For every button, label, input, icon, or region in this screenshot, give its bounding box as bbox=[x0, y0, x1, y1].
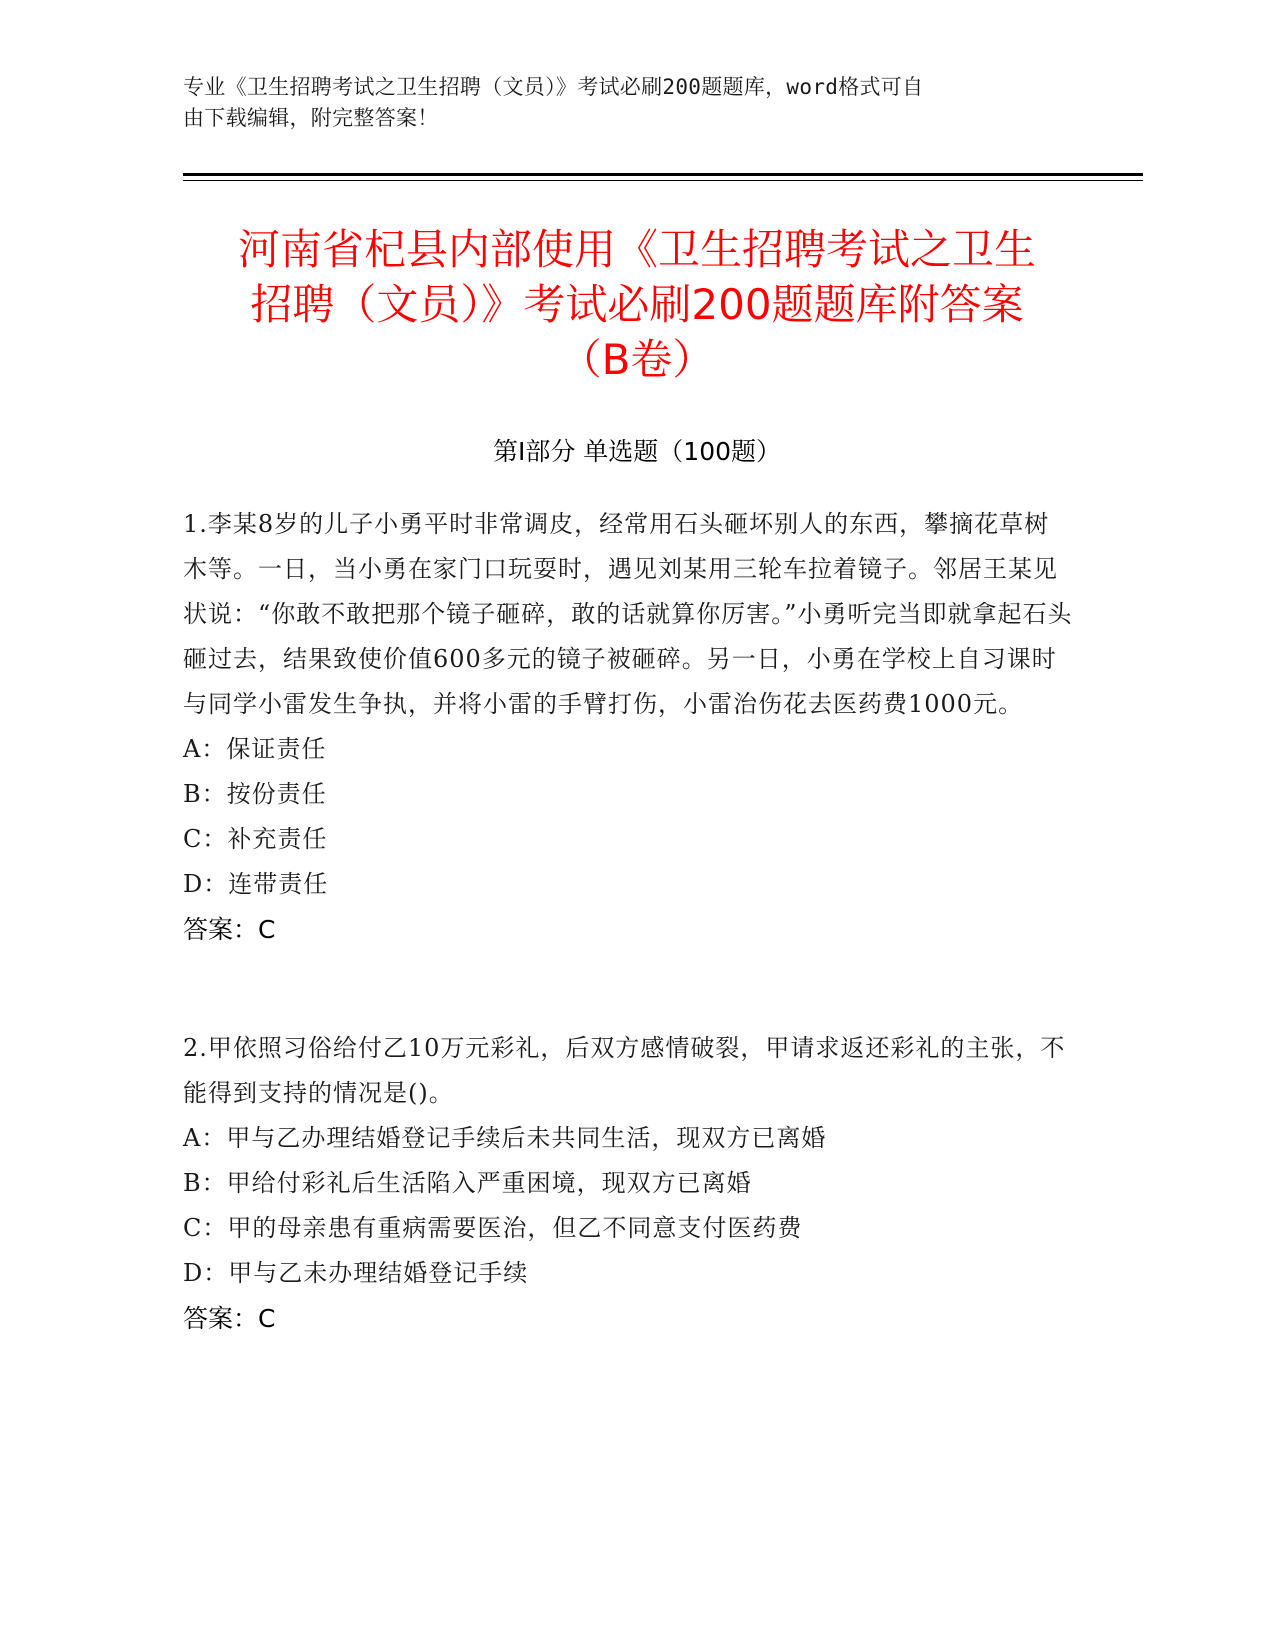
question-2-option-b: B：甲给付彩礼后生活陷入严重困境，现双方已离婚 bbox=[183, 1169, 752, 1197]
question-2-answer: 答案：C bbox=[183, 1304, 276, 1333]
question-2-option-c: C：甲的母亲患有重病需要医治，但乙不同意支付医药费 bbox=[183, 1214, 803, 1242]
header-rule-thick bbox=[183, 173, 1143, 176]
question-1 bbox=[183, 502, 1073, 952]
question-2-stem: 2.甲依照习俗给付乙10万元彩礼，后双方感情破裂，甲请求返还彩礼的主张，不能得到支持的情况是()。 bbox=[183, 1034, 1066, 1107]
question-1-answer: 答案：C bbox=[183, 915, 276, 944]
question-2 bbox=[183, 1026, 1073, 1341]
question-1-option-a: A：保证责任 bbox=[183, 735, 327, 763]
title-line-2: 招聘（文员）》考试必刷200题题库附答案 bbox=[250, 280, 1024, 329]
question-1-option-d: D：连带责任 bbox=[183, 870, 329, 898]
header-note-line-2: 由下载编辑，附完整答案！ bbox=[183, 106, 439, 130]
title-line-1: 河南省杞县内部使用《卫生招聘考试之卫生 bbox=[237, 225, 1036, 274]
section-title: 第Ⅰ部分 单选题（100题） bbox=[492, 437, 782, 466]
question-2-option-d: D：甲与乙未办理结婚登记手续 bbox=[183, 1259, 529, 1287]
question-1-option-c: C：补充责任 bbox=[183, 825, 328, 853]
document-title bbox=[183, 222, 1091, 387]
question-1-option-b: B：按份责任 bbox=[183, 780, 327, 808]
question-1-stem: 1.李某8岁的儿子小勇平时非常调皮，经常用石头砸坏别人的东西，攀摘花草树木等。一日，当小勇在家门口玩耍时，遇见刘某用三轮车拉着镜子。邻居王某见状说：“你敢不敢把那个镜子砸碎，敢的话就算你厉害。”小勇听完当即就拿起石头砸过去，结果致使价值600多元的镜子被砸碎。另一日，小勇在学校上自习课时与同学小雷发生争执，并将小雷的手臂打伤，小雷治伤花去医药费1000元。 bbox=[183, 510, 1073, 718]
question-2-option-a: A：甲与乙办理结婚登记手续后未共同生活，现双方已离婚 bbox=[183, 1124, 827, 1152]
header-note-line-1: 专业《卫生招聘考试之卫生招聘（文员）》考试必刷200题题库，word格式可自 bbox=[183, 75, 924, 99]
title-line-3: （B卷） bbox=[559, 335, 715, 384]
header-rule-thin bbox=[183, 180, 1143, 181]
header-note bbox=[183, 72, 1063, 134]
